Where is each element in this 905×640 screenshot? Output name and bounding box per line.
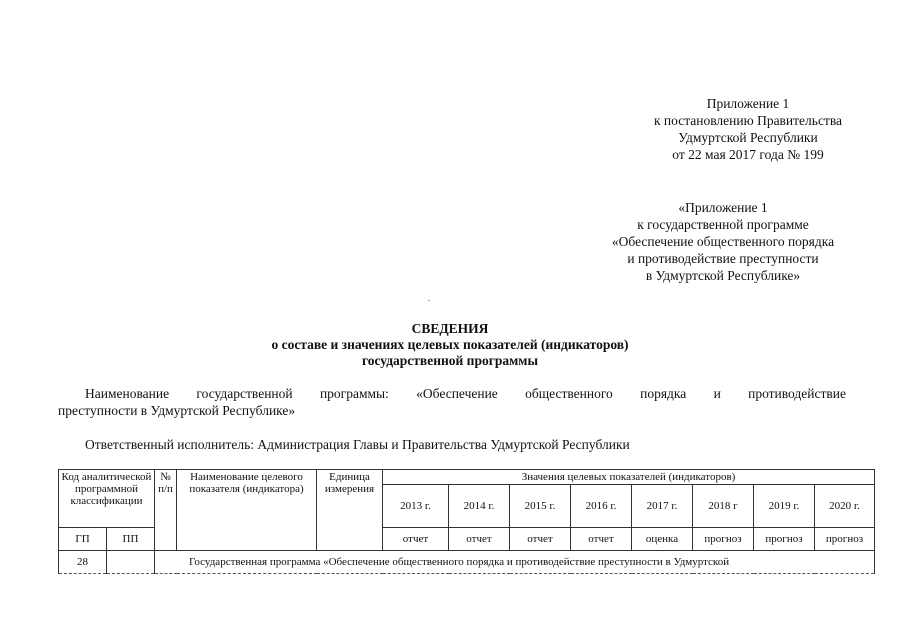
header-gp: ГП (59, 528, 107, 551)
header-name: Наименование целевого показателя (индикатора) (177, 470, 317, 551)
annex-2-line: и противодействие преступности (627, 251, 819, 266)
header-unit: Единица измерения (317, 470, 383, 551)
year-cell: 2015 г. (510, 485, 571, 528)
annex-2-line: к государственной программе (637, 217, 809, 232)
year-cell: 2017 г. (632, 485, 693, 528)
heading-subtitle: государственной программы (361, 353, 539, 368)
program-name-line: преступности в Удмуртской Республике» (58, 403, 296, 418)
annex-1-line: Удмуртской Республики (678, 130, 818, 145)
status-cell: отчет (510, 528, 571, 551)
year-cell: 2020 г. (815, 485, 875, 528)
program-name-line: Наименование государственной программы: «Обеспечение общественного порядка и противодействие (85, 386, 846, 401)
annex-2-line: в Удмуртской Республике» (645, 268, 801, 283)
year-cell: 2014 г. (449, 485, 510, 528)
year-cell: 2018 г (693, 485, 754, 528)
header-values: Значения целевых показателей (индикаторов) (383, 470, 875, 485)
header-num: № п/п (155, 470, 177, 551)
header-pp: ПП (107, 528, 155, 551)
responsible-executor: Ответственный исполнитель: Администрация Главы и Правительства Удмуртской Республики (85, 437, 630, 452)
annex-1-line: к постановлению Правительства (653, 113, 843, 128)
annex-2-line: «Приложение 1 (678, 200, 768, 215)
status-cell: отчет (383, 528, 449, 551)
year-cell: 2013 г. (383, 485, 449, 528)
header-row (59, 470, 875, 485)
table-row (59, 551, 875, 574)
annex-1-line: Приложение 1 (706, 96, 790, 111)
program-title-cell: Государственная программа «Обеспечение общественного порядка и противодействие преступности в Удмуртской (155, 551, 875, 574)
gp-code-cell: 28 (59, 551, 107, 574)
annex-1-line: от 22 мая 2017 года № 199 (672, 147, 824, 162)
status-cell: прогноз (693, 528, 754, 551)
status-cell: отчет (571, 528, 632, 551)
status-cell: прогноз (815, 528, 875, 551)
annex-2-block (578, 199, 868, 284)
indicators-table (58, 469, 875, 574)
annex-1-block (603, 95, 893, 163)
scan-speck (428, 300, 430, 301)
status-cell: прогноз (754, 528, 815, 551)
heading-subtitle: о составе и значениях целевых показателей (индикаторов) (271, 337, 629, 352)
annex-2-line: «Обеспечение общественного порядка (611, 234, 835, 249)
status-cell: оценка (632, 528, 693, 551)
heading-title: СВЕДЕНИЯ (411, 321, 489, 336)
year-cell: 2019 г. (754, 485, 815, 528)
header-code: Код аналитической программной классификации (59, 470, 155, 528)
document-heading (150, 321, 750, 369)
status-cell: отчет (449, 528, 510, 551)
year-cell: 2016 г. (571, 485, 632, 528)
pp-code-cell (107, 551, 155, 574)
